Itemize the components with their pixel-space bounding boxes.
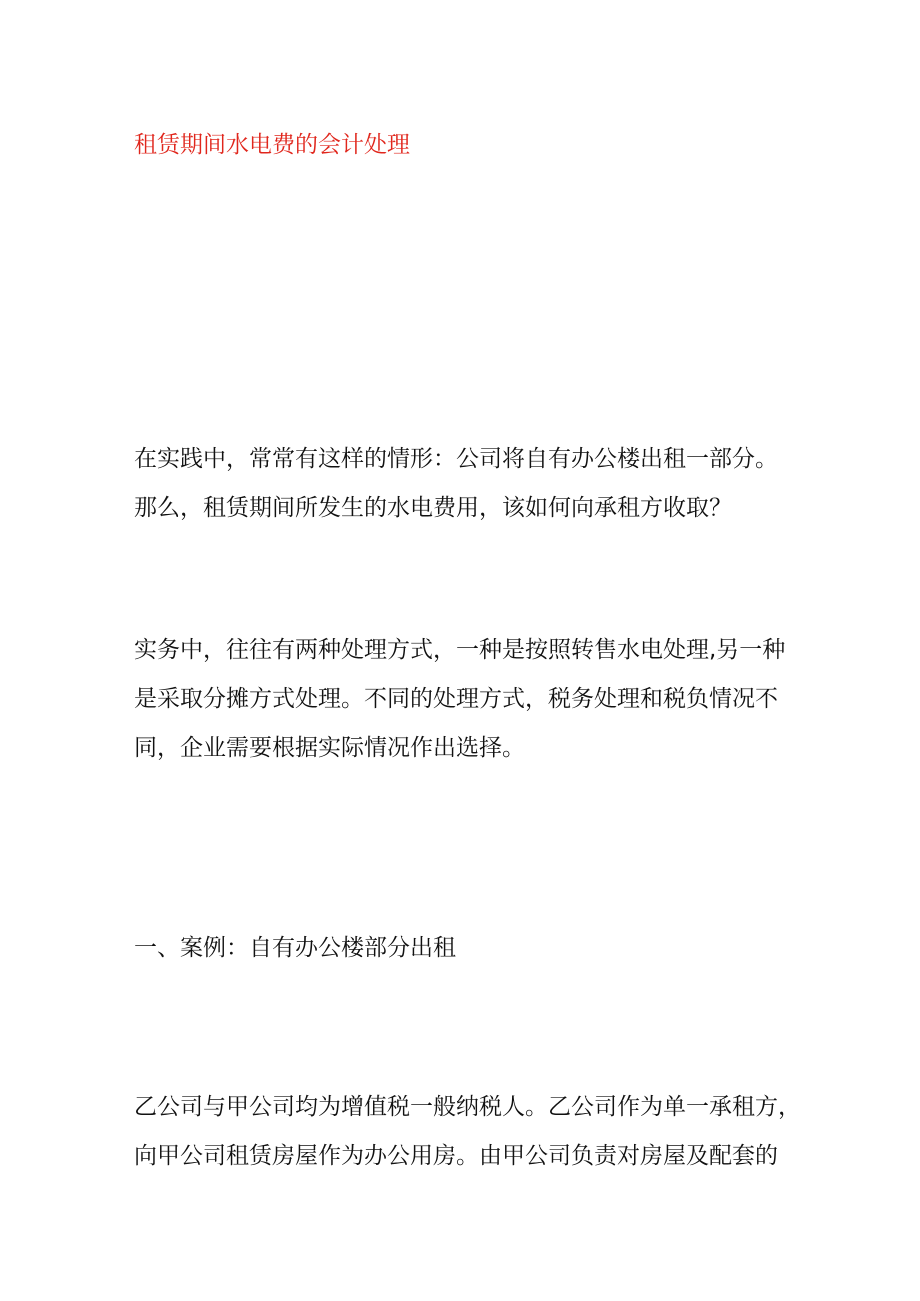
- paragraph-intro: [134, 435, 794, 533]
- paragraph-line: 同，企业需要根据实际情况作出选择。: [134, 735, 525, 761]
- paragraph-case: [134, 1083, 801, 1181]
- paragraph-line: 在实践中，常常有这样的情形：公司将自有办公楼出租一部分。: [134, 446, 778, 472]
- document-title: 租赁期间水电费的会计处理: [134, 132, 410, 158]
- paragraph-line: 是采取分摊方式处理。不同的处理方式，税务处理和税负情况不: [134, 686, 778, 712]
- paragraph-practice: [134, 626, 794, 773]
- section-heading: 一、案例：自有办公楼部分出租: [134, 935, 456, 961]
- paragraph-line: 实务中，往往有两种处理方式，一种是按照转售水电处理,另一种: [134, 637, 786, 663]
- paragraph-line: 那么，租赁期间所发生的水电费用，该如何向承租方收取？: [134, 495, 732, 521]
- paragraph-line: 向甲公司租赁房屋作为办公用房。由甲公司负责对房屋及配套的: [134, 1143, 778, 1169]
- paragraph-line: 乙公司与甲公司均为增值税一般纳税人。乙公司作为单一承租方，: [134, 1094, 801, 1120]
